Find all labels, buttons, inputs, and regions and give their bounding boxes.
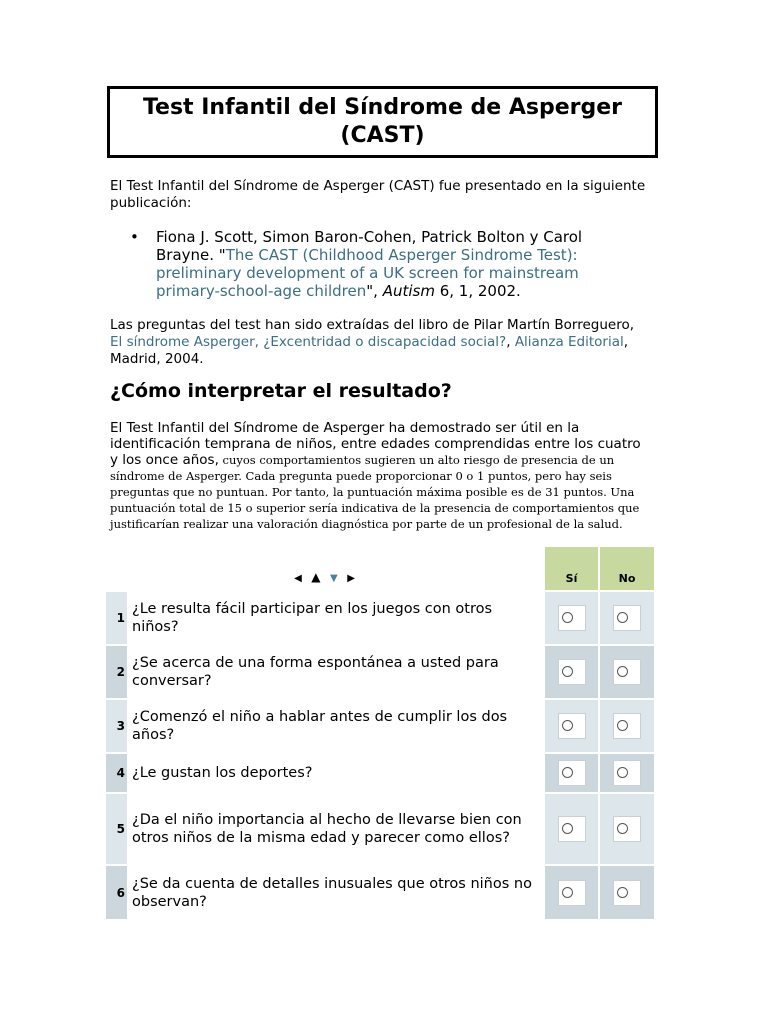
reference-article-link[interactable]: The CAST (Childhood Asperger Sindrome Test): preliminary development of a UK screen for mainstream primary-school-age children [156,246,579,300]
question-number: 3 [106,699,128,753]
table-row [106,753,654,793]
answer-cell-yes [544,645,599,699]
source-text [110,317,650,368]
reference-journal: Autism [382,282,435,300]
interpretation-serif: cuyos comportamientos sugieren un alto riesgo de presencia de un síndrome de Asperger. Cada pregunta puede proporcionar 0 o 1 puntos, pero hay seis preguntas que no puntuan. Por tanto, la puntuación máxima posible es de 31 puntos. Una puntuación total de 15 o superior sería indicativa de la presencia de comportamientos que justificarían realizar una valoración diagnóstica por parte de un profesional de la salud. [110,453,640,531]
intro-text: El Test Infantil del Síndrome de Asperger (CAST) fue presentado en la siguiente publicación: [110,178,646,211]
source-comma: , [506,334,515,350]
table-row [106,645,654,699]
section-heading: ¿Cómo interpretar el resultado? [110,380,452,402]
radio-circle-icon [562,720,573,731]
sort-nav [106,547,544,591]
title-box [107,86,658,158]
col-header-no: No [599,547,654,591]
table-row [106,865,654,919]
question-number: 1 [106,591,128,645]
radio-no[interactable] [613,760,641,786]
answer-cell-no [599,699,654,753]
radio-circle-icon [617,612,628,623]
radio-no[interactable] [613,816,641,842]
question-number: 2 [106,645,128,699]
question-number: 4 [106,753,128,793]
book-link[interactable]: El síndrome Asperger, ¿Excentridad o discapacidad social? [110,334,507,350]
answer-cell-no [599,865,654,919]
answer-cell-yes [544,865,599,919]
interpretation-sans: El Test Infantil del Síndrome de Asperger ha demostrado ser útil en la identificación temprana de niños, entre edades comprendidas entre los cuatro y los once años, [110,420,641,468]
question-text: ¿Comenzó el niño a hablar antes de cumplir los dos años? [128,699,544,753]
reference-quote-close: ", [366,282,383,300]
radio-yes[interactable] [558,816,586,842]
radio-circle-icon [562,612,573,623]
table-row [106,699,654,753]
question-text: ¿Se acerca de una forma espontánea a usted para conversar? [128,645,544,699]
radio-yes[interactable] [558,659,586,685]
answer-cell-no [599,645,654,699]
nav-left-icon[interactable]: ◀ [294,573,302,584]
radio-circle-icon [617,720,628,731]
radio-circle-icon [562,767,573,778]
radio-no[interactable] [613,659,641,685]
nav-up-icon[interactable]: ▲ [311,570,321,584]
radio-circle-icon [617,666,628,677]
radio-yes[interactable] [558,713,586,739]
publisher-link[interactable]: Alianza Editorial [514,334,624,350]
source-before: Las preguntas del test han sido extraídas del libro de Pilar Martín Borreguero, [110,317,635,333]
table-row [106,591,654,645]
table-row [106,793,654,865]
interpretation-text [110,420,650,532]
reference-authors: Fiona J. Scott, Simon Baron-Cohen, Patrick Bolton y Carol Brayne. " [156,228,583,264]
question-text: ¿Se da cuenta de detalles inusuales que otros niños no observan? [128,865,544,919]
radio-yes[interactable] [558,605,586,631]
radio-circle-icon [562,887,573,898]
question-number: 6 [106,865,128,919]
question-text: ¿Da el niño importancia al hecho de llevarse bien con otros niños de la misma edad y parecer como ellos? [128,793,544,865]
radio-circle-icon [617,887,628,898]
answer-cell-no [599,753,654,793]
radio-no[interactable] [613,713,641,739]
reference-text [156,228,610,300]
radio-yes[interactable] [558,760,586,786]
answer-cell-yes [544,793,599,865]
bullet: • [130,228,139,246]
radio-circle-icon [617,823,628,834]
source-after: , Madrid, 2004. [110,334,629,367]
table-header-row [106,547,654,591]
page-title: Test Infantil del Síndrome de Asperger (CAST) [142,95,623,148]
nav-down-icon[interactable]: ▼ [330,573,338,584]
col-header-yes: Sí [544,547,599,591]
question-text: ¿Le gustan los deportes? [128,753,544,793]
radio-circle-icon [617,767,628,778]
radio-no[interactable] [613,605,641,631]
answer-cell-yes [544,591,599,645]
questions-table [106,547,654,919]
answer-cell-no [599,591,654,645]
reference-list-item [130,228,610,300]
nav-right-icon[interactable]: ▶ [347,573,355,584]
answer-cell-yes [544,699,599,753]
radio-no[interactable] [613,880,641,906]
answer-cell-yes [544,753,599,793]
radio-circle-icon [562,823,573,834]
answer-cell-no [599,793,654,865]
radio-yes[interactable] [558,880,586,906]
radio-circle-icon [562,666,573,677]
reference-details: 6, 1, 2002. [434,282,521,300]
question-text: ¿Le resulta fácil participar en los juegos con otros niños? [128,591,544,645]
question-number: 5 [106,793,128,865]
